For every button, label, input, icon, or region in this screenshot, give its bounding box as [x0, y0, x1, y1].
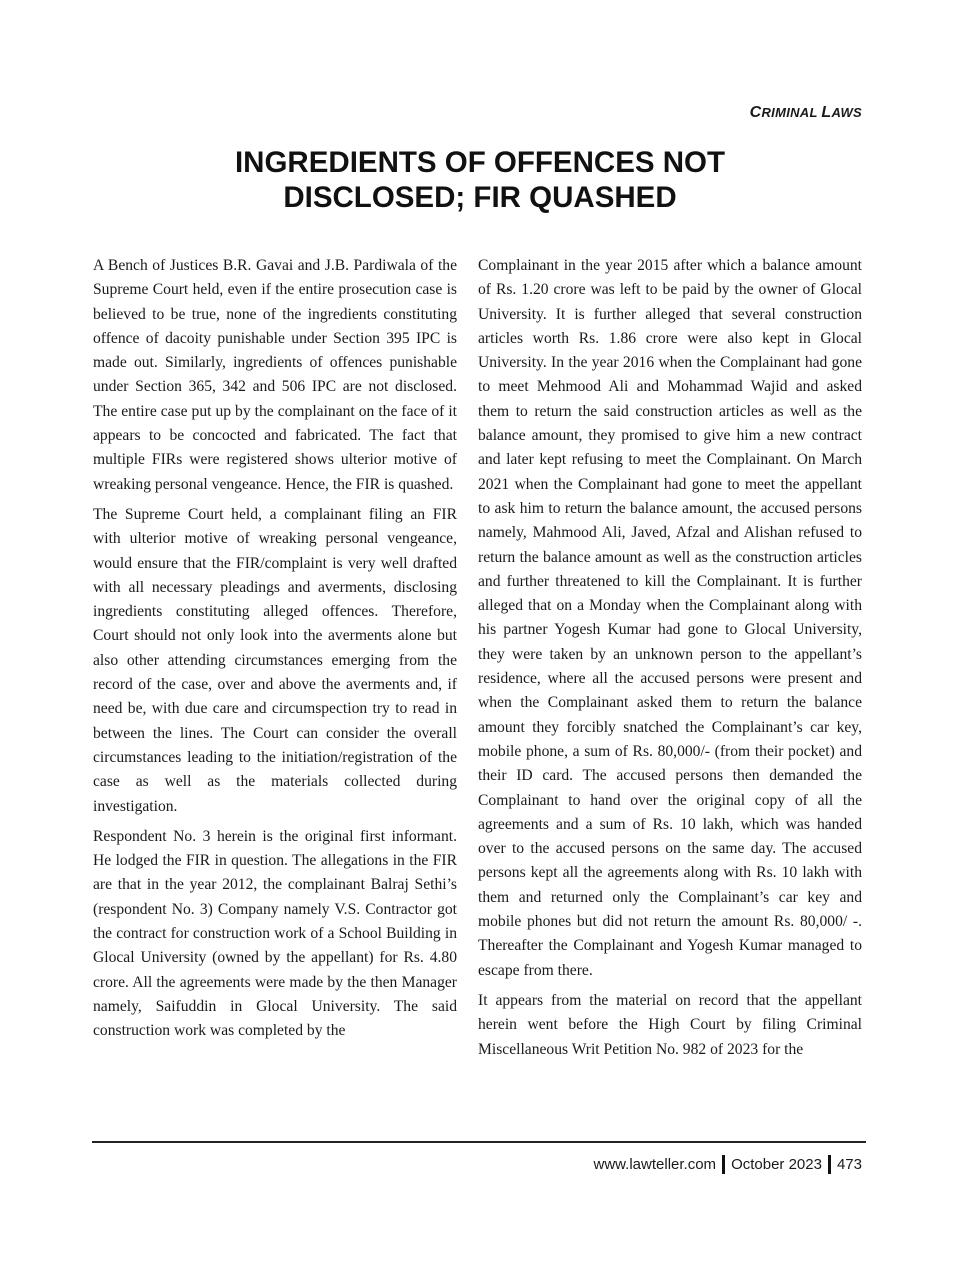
paragraph: The Supreme Court held, a complainant filing an FIR with ulterior motive of wreaking personal vengeance, would ensure that the FIR/complaint is very well drafted with all necessary pleadings and averments, disclosing ingredients constituting alleged offences. Therefore, Court should not only look into the averments alone but also other attending circumstances emerging from the record of the case, over and above the averments and, if need be, with due care and circumspection try to read in between the lines. The Court can consider the overall circumstances leading to the initiation/registration of the case as well as the materials collected during investigation.: [93, 505, 457, 815]
paragraph: Respondent No. 3 herein is the original first informant. He lodged the FIR in question. The allegations in the FIR are that in the year 2012, the complainant Balraj Sethi’s (respondent No. 3) Company namely V.S. Contractor got the contract for construction work of a School Building in Glocal University (owned by the appellant) for Rs. 4.80 crore. All the agreements were made by the then Manager namely, Saifuddin in Glocal University. The said construction work was completed by the: [93, 827, 457, 1040]
title-line-1: INGREDIENTS OF OFFENCES NOT: [234, 146, 726, 179]
section-header: CRIMINAL LAWS: [749, 104, 862, 121]
title-line-2: DISCLOSED; FIR QUASHED: [283, 181, 677, 214]
article-title: [150, 145, 810, 215]
page-number: 473: [836, 1156, 862, 1173]
separator: [722, 1155, 725, 1174]
left-column: [93, 254, 457, 1050]
paragraph: Complainant in the year 2015 after which a balance amount of Rs. 1.20 crore was left to be paid by the owner of Glocal University. It is further alleged that several construction articles worth Rs. 1.86 crore were also kept in Glocal University. In the year 2016 when the Complainant had gone to meet Mehmood Ali and Mohammad Wajid and asked them to return the said construction articles as well as the balance amount, they promised to give him a new contract and later kept refusing to meet the Complainant. On March 2021 when the Complainant had gone to meet the appellant to ask him to return the balance amount, the accused persons namely, Mahmood Ali, Javed, Afzal and Alishan refused to return the balance amount as well as the construction articles and further threatened to kill the Complainant. It is further alleged that on a Monday when the Complainant along with his partner Yogesh Kumar had gone to Glocal University, they were taken by an unknown person to the appellant’s residence, where all the accused persons were present and when the Complainant asked them to return the balance amount they forcibly snatched the Complainant’s car key, mobile phone, a sum of Rs. 80,000/- (from their pocket) and their ID card. The accused persons then demanded the Complainant to hand over the original copy of all the agreements and a sum of Rs. 10 lakh, which was handed over to the accused persons on the same day. The accused persons kept all the agreements along with Rs. 10 lakh with them and returned only the Complainant’s car key and mobile phones but did not return the amount Rs. 80,000/ -. Thereafter the Complainant and Yogesh Kumar managed to escape from there.: [478, 257, 862, 979]
paragraph: It appears from the material on record that the appellant herein went before the High Court by filing Criminal Miscellaneous Writ Petition No. 982 of 2023 for the: [478, 991, 862, 1058]
issue-date: October 2023: [731, 1156, 822, 1173]
website-link[interactable]: www.lawteller.com: [593, 1156, 717, 1173]
right-column: [478, 254, 862, 1068]
separator: [828, 1155, 831, 1174]
page-footer: [594, 1155, 862, 1174]
footer-divider: [92, 1141, 866, 1143]
paragraph: A Bench of Justices B.R. Gavai and J.B. Pardiwala of the Supreme Court held, even if the entire prosecution case is believed to be true, none of the ingredients constituting offence of dacoity punishable under Section 395 IPC is made out. Similarly, ingredients of offences punishable under Section 365, 342 and 506 IPC are not disclosed. The entire case put up by the complainant on the face of it appears to be concocted and fabricated. The fact that multiple FIRs were registered shows ulterior motive of wreaking personal vengeance. Hence, the FIR is quashed.: [93, 257, 457, 493]
